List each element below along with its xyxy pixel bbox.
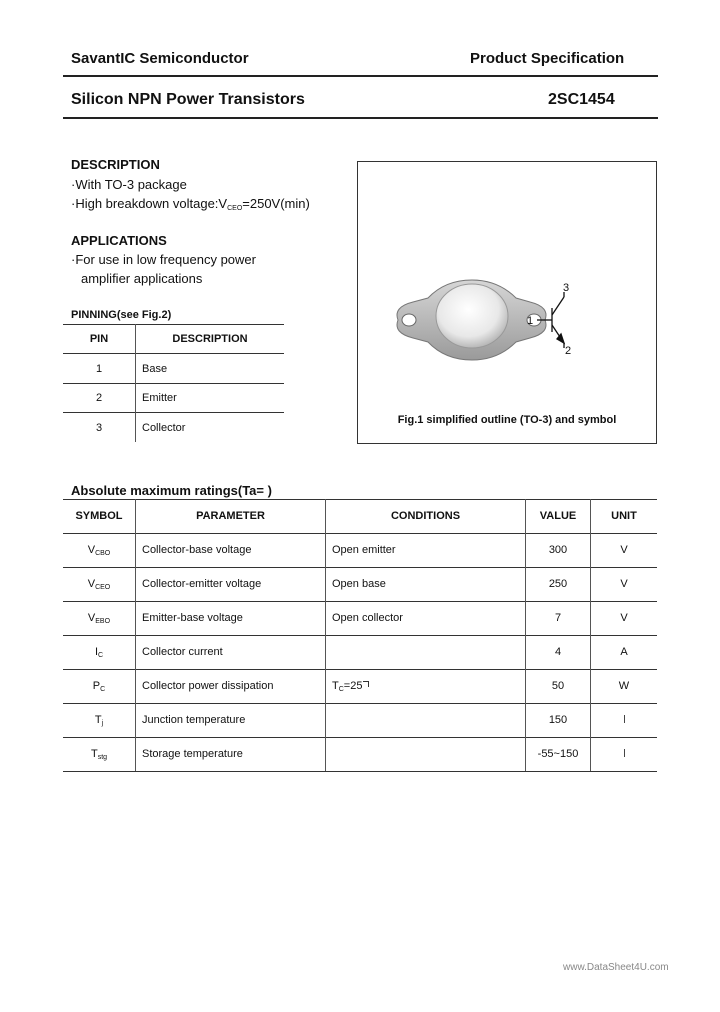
rating-unit: W [618, 680, 630, 692]
ratings-table-rule [63, 703, 657, 704]
rating-parameter: Emitter-base voltage [142, 612, 243, 624]
description-line-2-sub: CEO [227, 205, 243, 212]
applications-title: APPLICATIONS [71, 233, 167, 248]
rating-symbol-sub: stg [97, 754, 108, 761]
rating-parameter: Junction temperature [142, 714, 246, 726]
rating-unit: V [620, 544, 628, 556]
rating-symbol [63, 578, 135, 591]
figure-box [357, 161, 657, 444]
symbol-pin-1-label: 1 [527, 315, 534, 327]
rating-symbol-main: V [87, 544, 96, 556]
unit-glyph-icon [624, 749, 625, 757]
company-name: SavantIC Semiconductor [71, 50, 249, 67]
rating-symbol-main: V [87, 612, 96, 624]
rating-symbol-main: T [90, 748, 98, 760]
ratings-table-rule [63, 533, 657, 534]
rating-symbol-sub: CEO [95, 584, 111, 591]
rating-symbol [63, 680, 135, 693]
rating-parameter: Storage temperature [142, 748, 243, 760]
doc-type: Product Specification [470, 50, 625, 67]
description-title: DESCRIPTION [71, 157, 160, 172]
rating-symbol [63, 748, 135, 761]
ratings-table-rule [63, 669, 657, 670]
rating-symbol [63, 646, 135, 659]
degree-glyph-icon [363, 681, 369, 687]
header-rule-bottom [63, 117, 658, 119]
ratings-table-divider [135, 499, 136, 771]
rating-conditions-main: T [332, 680, 339, 692]
rating-conditions: Open emitter [332, 544, 396, 556]
rating-symbol-sub: j [101, 720, 104, 727]
pin-table-rule [63, 383, 284, 384]
ratings-table-rule [63, 771, 657, 772]
pin-table-rule [63, 412, 284, 413]
pin-table-rule [63, 353, 284, 354]
ratings-table-rule [63, 737, 657, 738]
rating-value: 4 [554, 646, 562, 658]
rating-parameter: Collector-base voltage [142, 544, 252, 556]
ratings-title: Absolute maximum ratings(Ta= ) [71, 483, 272, 498]
pin-number: 3 [95, 422, 103, 434]
rating-value: 50 [551, 680, 565, 692]
applications-line-2: amplifier applications [81, 271, 203, 286]
pin-number: 1 [95, 363, 103, 375]
rating-symbol [63, 714, 135, 727]
rating-symbol-main: P [92, 680, 101, 692]
pin-table-rule [63, 324, 284, 325]
rating-symbol-sub: CBO [95, 550, 111, 557]
rating-conditions: Open collector [332, 612, 403, 624]
ratings-table-rule [63, 567, 657, 568]
rating-unit: A [620, 646, 628, 658]
applications-line-1: ·For use in low frequency power [71, 252, 256, 267]
rating-unit: V [620, 612, 628, 624]
rating-value: 250 [548, 578, 568, 590]
description-line-2-prefix: ·High breakdown voltage:V [71, 196, 228, 211]
rating-symbol [63, 544, 135, 557]
ratings-table-rule [63, 601, 657, 602]
description-line-2-suffix: =250V(min) [242, 196, 310, 211]
ratings-header-conditions: CONDITIONS [390, 510, 461, 522]
rating-symbol [63, 612, 135, 625]
symbol-pin-2-label: 2 [565, 345, 572, 357]
to3-package-icon [397, 280, 546, 360]
pin-description: Base [142, 363, 168, 375]
pin-header-description: DESCRIPTION [172, 333, 248, 345]
npn-transistor-symbol-icon [537, 292, 564, 348]
description-line-2 [71, 194, 310, 218]
rating-value: 7 [554, 612, 562, 624]
pin-description: Collector [142, 422, 186, 434]
ratings-table-divider [325, 499, 326, 771]
ratings-table-divider [590, 499, 591, 771]
rating-symbol-sub: C [98, 652, 104, 659]
ratings-table-rule [63, 499, 657, 500]
rating-symbol-main: I [94, 646, 98, 658]
ratings-table-divider [525, 499, 526, 771]
part-number: 2SC1454 [548, 91, 615, 108]
footer-watermark[interactable]: www.DataSheet4U.com [563, 962, 669, 973]
unit-glyph-icon [624, 715, 625, 723]
pin-header-pin: PIN [89, 333, 109, 345]
rating-conditions: Open base [332, 578, 386, 590]
symbol-pin-3-label: 3 [563, 282, 570, 294]
ratings-header-value: VALUE [539, 510, 577, 522]
rating-parameter: Collector current [142, 646, 223, 658]
description-line-1: ·With TO-3 package [71, 177, 187, 192]
rating-value: 150 [548, 714, 568, 726]
rating-parameter: Collector-emitter voltage [142, 578, 262, 590]
rating-symbol-main: T [94, 714, 102, 726]
page-subtitle: Silicon NPN Power Transistors [71, 91, 305, 108]
ratings-table-rule [63, 635, 657, 636]
rating-value: 300 [548, 544, 568, 556]
rating-unit: V [620, 578, 628, 590]
rating-value: -55~150 [537, 748, 579, 760]
pin-description: Emitter [142, 392, 177, 404]
header-rule-top [63, 75, 658, 77]
rating-parameter: Collector power dissipation [142, 680, 274, 692]
pinning-title: PINNING(see Fig.2) [71, 309, 172, 321]
rating-conditions-suffix: =25 [343, 680, 363, 692]
rating-conditions-sub: C [338, 686, 344, 693]
rating-symbol-main: V [87, 578, 96, 590]
rating-conditions [332, 680, 369, 693]
ratings-header-symbol: SYMBOL [75, 510, 123, 522]
to3-package-drawing [358, 162, 656, 443]
rating-unit [591, 714, 657, 726]
rating-unit [591, 748, 657, 760]
rating-symbol-sub: C [100, 686, 106, 693]
figure-caption: Fig.1 simplified outline (TO-3) and symbol [397, 414, 617, 426]
pin-number: 2 [95, 392, 103, 404]
ratings-header-parameter: PARAMETER [196, 510, 265, 522]
rating-symbol-sub: EBO [95, 618, 111, 625]
ratings-header-unit: UNIT [611, 510, 637, 522]
